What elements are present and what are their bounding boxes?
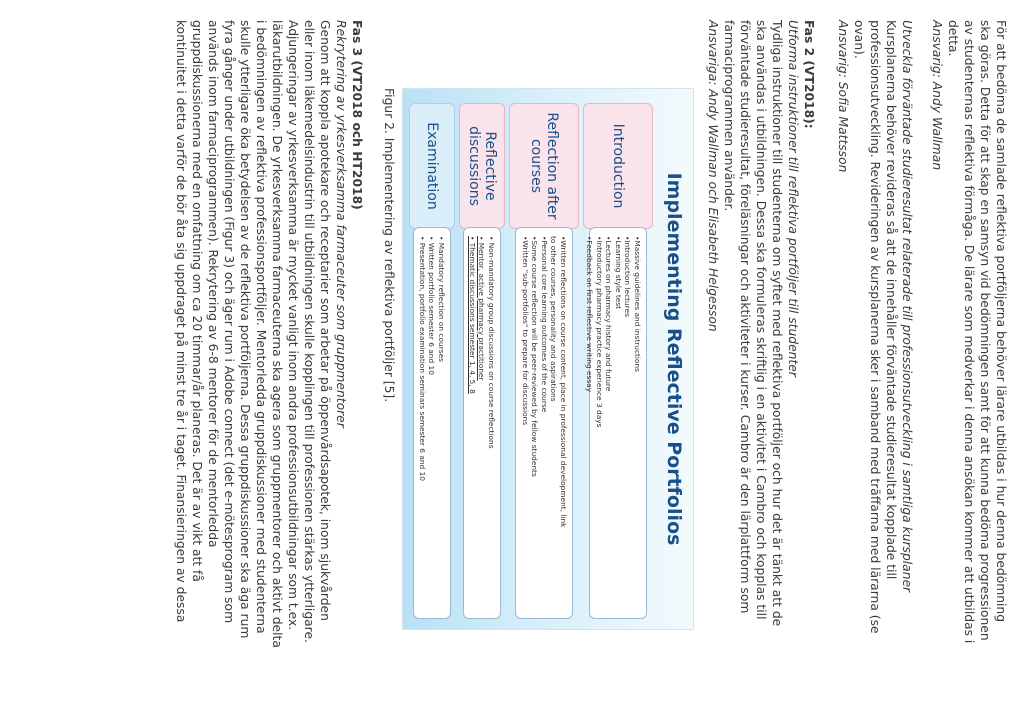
figure-caption: Figur 2. Implementering av reflektiva portföljer [5].	[382, 88, 396, 403]
fas3-line-1: Genom att koppla apotekare och receptarier som arbetar på öppenvårdsapotek, inom sjukvården	[318, 20, 332, 621]
p2-responsible: Ansvarig: Sofia Mattsson	[836, 20, 850, 173]
fas3-line-8: används inom farmaciprogrammen). Rekrytering av 6-8 mentorer för de mentorledda	[206, 20, 220, 548]
figure-box-reflection-after-courses	[515, 227, 573, 619]
fas3-line-3: Adjungeringar av yrkesverksamma är mycket vanligt inom andra professionsutbildningar som t.ex.	[286, 20, 300, 631]
figure-row-reflective-discussions	[459, 103, 505, 619]
figure-label-introduction: Introduction	[583, 103, 653, 229]
intro-line-2: ska göras. Detta för att skap en samsyn vid bedömningen samt för att kunna bedöma progressionen	[978, 20, 992, 641]
figure-label-reflection-after-courses: Reflection after courses	[509, 103, 579, 229]
p2-heading: Utveckla förväntade studieresultat relaterade till professionsutveckling i samtliga kursplaner	[900, 20, 914, 593]
figure-bullet: •Personal core learning outcomes of the course	[539, 236, 549, 413]
p2-line-3: ovan).	[852, 20, 866, 59]
fas3-subheading: Rekrytering av yrkesverksamma farmaceuter som gruppmentorer	[334, 20, 348, 428]
figure-bullet: • Written portfolio semester 6 and 10	[427, 236, 437, 375]
fas2-line-1: Tydliga instruktioner till studenterna om syftet med reflektiva portföljer och hur det är tänkt att de	[770, 20, 784, 627]
fas2-line-3: förväntade studieresultat, föreläsningar och aktiviteter i kurser. Cambro är den lärplattform som	[738, 20, 752, 614]
figure-row-reflection-after-courses	[509, 103, 579, 619]
figure-bullet: • Thematic discussions semester 1, 4, 5, 8	[467, 236, 477, 394]
figure-bullet: •Lectures on pharmacy history and future	[604, 236, 614, 392]
p2-line-1: Kursplanerna behöver revideras så att de innehåller förväntade studieresultat kopplade till	[884, 20, 898, 580]
figure-box-introduction	[585, 227, 647, 619]
figure-bullet: • Presentation, portfolio examination seminars semester 6 and 10	[417, 236, 427, 482]
intro-responsible: Ansvarig: Andy Wallman	[930, 20, 944, 171]
figure-bullet: •Some course reflection will be peer-reviewed by fellow students	[530, 236, 540, 477]
fas3-line-7: fyra gånger under utbildningen (Figur 3) och äger rum i Adobe connect (det e-mötesprogram som	[222, 20, 236, 624]
figure-box-examination	[413, 227, 451, 619]
figure-bullet: • Mentor, active pharmacy practitioner	[477, 236, 487, 381]
figure-bullet: •Introductory pharmacy practice experience 3 days	[594, 236, 604, 428]
fas2-line-2: ska användas i utbildningen. Dessa ska formuleras skriftlig i en aktivitet i Cambro och kopplas till	[754, 20, 768, 620]
intro-line-4: detta.	[946, 20, 960, 57]
fas3-line-5: i bedömningen av reflektiva professionsportföljer. Mentorledda gruppdiskussioner med studenterna	[254, 20, 268, 634]
figure-box-reflective-discussions	[463, 227, 501, 619]
figure-bullet: •Massive guidelines and instructions	[633, 236, 642, 373]
fas3-line-4: läkarutbildningen. De yrkesverksamma farmaceuterna ska agera som gruppmentorer och aktivt delta	[270, 20, 284, 648]
fas2-subheading: Utforma instruktioner till reflektiva portföljer till studenter	[786, 20, 800, 377]
figure-implementing-portfolios	[402, 88, 694, 630]
fas2-responsible: Ansvariga: Andy Wallman och Elisabeth Helgesson	[706, 20, 720, 332]
fas3-line-6: skulle ytterligare öka betydelsen av de reflektiva portföljerna. Dessa gruppdiskussioner ska äga rum	[238, 20, 252, 639]
figure-bullet: •Feedback on first reflective writing essay	[585, 236, 595, 393]
figure-row-examination	[409, 103, 455, 619]
figure-title: Implementing Reflective Portfolios	[663, 172, 685, 546]
figure-row-introduction	[583, 103, 653, 619]
figure-label-reflective-discussions: Reflective discussions	[459, 103, 505, 229]
figure-bullet: to other courses, personality and aspirations	[549, 236, 559, 402]
figure-label-examination: Examination	[409, 103, 455, 229]
fas3-line-9: gruppdiskussionerna med en omfattning om ca 20 timmar/år planeras. Det är av vikt att få	[190, 20, 204, 582]
fas2-heading: Fas 2 (VT2018):	[802, 20, 816, 129]
fas3-heading: Fas 3 (VT2018 och HT2018)	[350, 20, 364, 210]
fas3-line-10: kontinuitet i detta varför de bör åta sig uppdraget på minst tre år i taget. Finansieringen av dessa	[174, 20, 188, 623]
figure-bullet: • Non-mandatory group discussions on course reflections	[487, 236, 496, 449]
figure-bullet: •Introduction lectures	[623, 236, 633, 317]
intro-line-1: För att bedöma de samlade reflektiva portföljerna behöver lärare utbildas i hur denna bedömning	[994, 20, 1008, 623]
intro-line-3: av studenternas reflektiva förmåga. De lärare som medverkar i denna ansökan kommer att utbildas i	[962, 20, 976, 644]
figure-bullet: • Mandatory reflection on courses	[437, 236, 446, 363]
figure-bullet: •Learning style test	[613, 236, 623, 310]
fas2-line-4: farmaciprogrammen använder.	[722, 20, 736, 212]
fas3-line-2: eller inom läkemedelsindustrin till utbildningen skulle kopplingen till professionen stärkas ytterligare.	[302, 20, 316, 643]
figure-bullet: •Written "sub-portfolios" to prepare for discussions	[520, 236, 530, 426]
figure-bullet: •Written reflections on course content, place in professional development, link	[559, 236, 568, 528]
p2-line-2: professionsutveckling. Revideringen av kursplanerna sker i samband med träffarna med lärarna (se	[868, 20, 882, 634]
